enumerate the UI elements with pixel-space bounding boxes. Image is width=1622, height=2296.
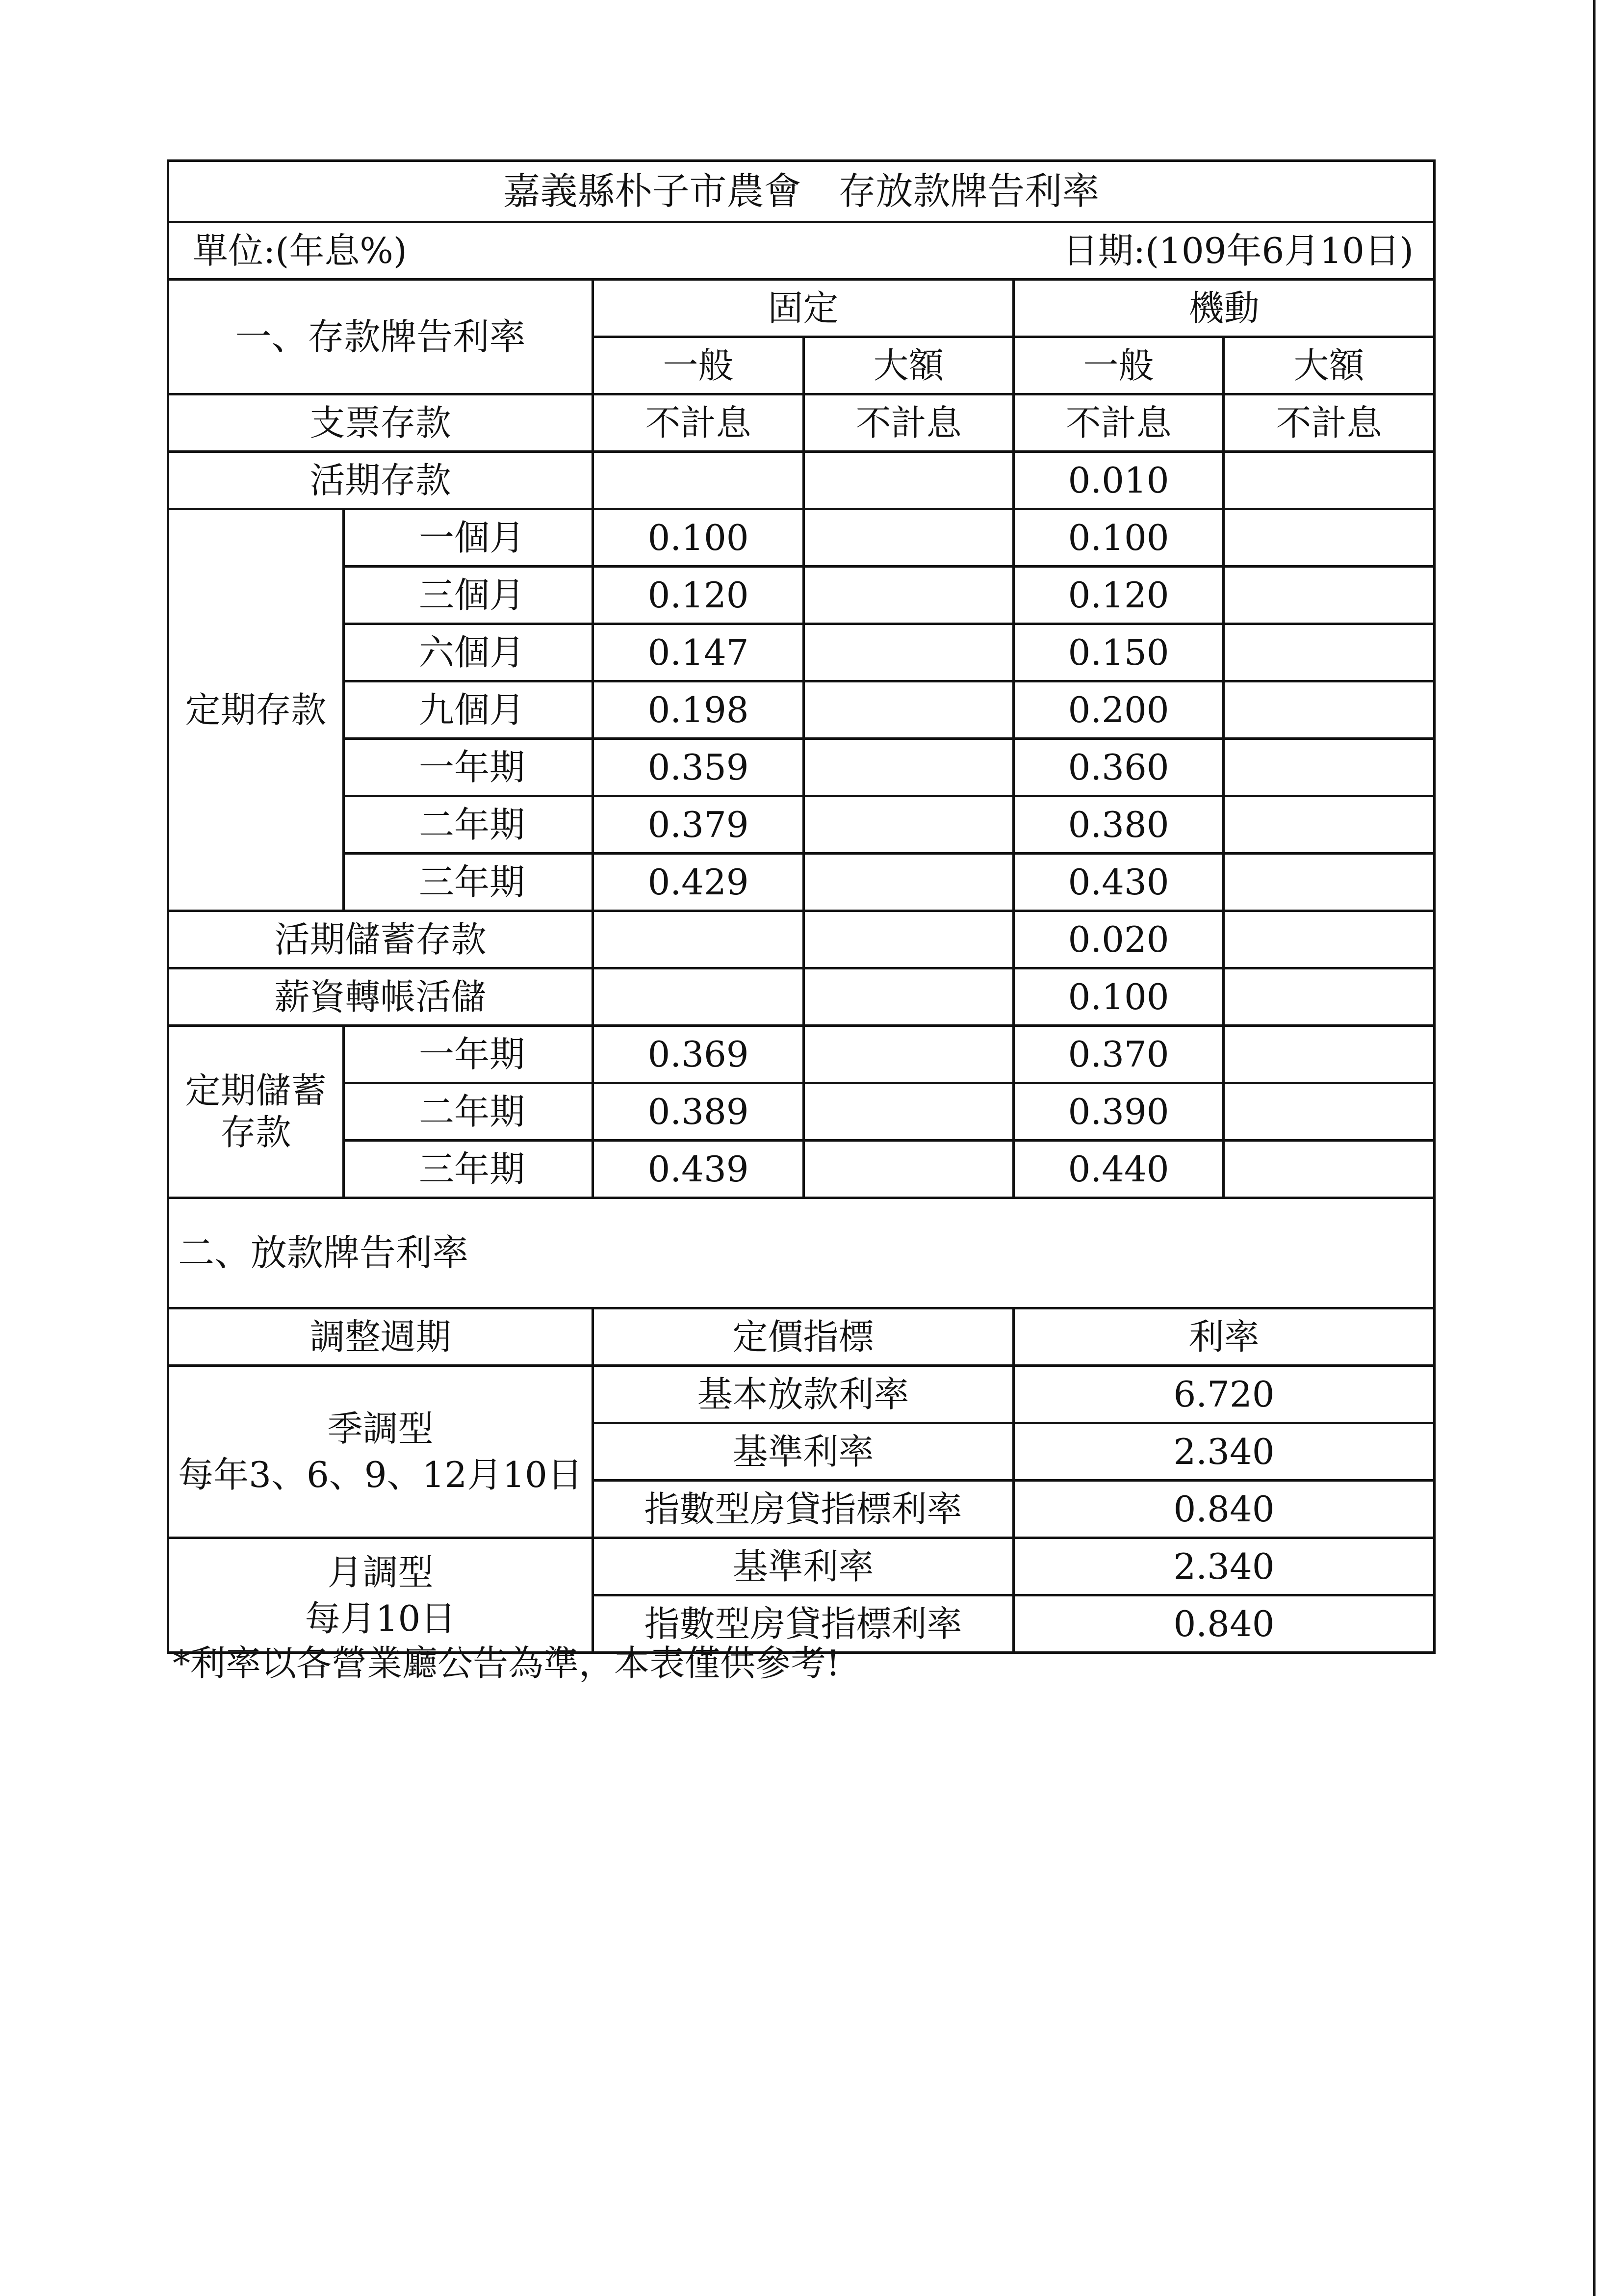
rate-cell [804,911,1014,968]
rate-cell [593,911,804,968]
time-deposit-group-label: 定期存款 [168,509,344,911]
rate-cell [804,796,1014,854]
rate-cell: 0.120 [593,567,804,624]
rate-cell: 0.389 [593,1083,804,1141]
rate-cell [593,968,804,1026]
table-row [168,1083,1435,1141]
rate-cell [1224,567,1435,624]
rate-cell: 0.100 [1014,968,1224,1026]
table-row [168,452,1435,509]
quarterly-type-label: 季調型 [327,1408,434,1449]
table-row [168,739,1435,796]
quarterly-period-cell [168,1366,593,1538]
rate-cell [1224,739,1435,796]
table-row [168,1141,1435,1198]
rate-cell [1224,968,1435,1026]
rate-cell: 0.840 [1014,1595,1435,1653]
adjust-period-header: 調整週期 [168,1308,593,1366]
rate-cell [804,452,1014,509]
table-row [168,1538,1435,1595]
table-row [168,911,1435,968]
rate-cell: 2.340 [1014,1423,1435,1481]
rate-cell: 0.429 [593,854,804,911]
date-label: 日期:(109年6月10日) [804,222,1435,280]
rate-cell: 0.370 [1014,1026,1224,1083]
floating-general-header: 一般 [1014,337,1224,394]
term-label: 九個月 [344,681,593,739]
document-title: 嘉義縣朴子市農會 存放款牌告利率 [168,161,1435,222]
rate-cell [1224,1083,1435,1141]
rate-cell: 0.198 [593,681,804,739]
rate-cell [1224,624,1435,681]
rate-cell [804,567,1014,624]
term-label: 三個月 [344,567,593,624]
rate-cell: 0.120 [1014,567,1224,624]
rate-cell [804,1026,1014,1083]
term-label: 一個月 [344,509,593,567]
demand-deposit-label: 活期存款 [168,452,593,509]
loan-section-row [168,1198,1435,1308]
index-label: 基本放款利率 [593,1366,1014,1423]
demand-savings-label: 活期儲蓄存款 [168,911,593,968]
rate-cell: 0.150 [1014,624,1224,681]
rate-cell [804,968,1014,1026]
rate-cell [804,1083,1014,1141]
term-label: 二年期 [344,1083,593,1141]
rate-cell: 0.147 [593,624,804,681]
checking-deposit-label: 支票存款 [168,394,593,452]
rate-cell: 不計息 [1224,394,1435,452]
index-label: 指數型房貸指標利率 [593,1595,1014,1653]
rate-cell: 不計息 [804,394,1014,452]
rate-cell: 0.380 [1014,796,1224,854]
monthly-type-label: 月調型 [327,1551,434,1593]
term-label: 三年期 [344,1141,593,1198]
rate-cell [1224,796,1435,854]
payroll-account-label: 薪資轉帳活儲 [168,968,593,1026]
rate-cell [593,452,804,509]
index-label: 基準利率 [593,1538,1014,1595]
disclaimer-footnote: *利率以各營業廳公告為準，本表僅供參考! [173,1643,840,1684]
table-row [168,796,1435,854]
rate-cell [1224,1026,1435,1083]
loan-section-title: 二、放款牌告利率 [168,1198,1435,1308]
floating-rate-header: 機動 [1014,280,1435,337]
table-row [168,1026,1435,1083]
unit-date-row [168,222,1435,280]
fixed-rate-header: 固定 [593,280,1014,337]
pricing-index-header: 定價指標 [593,1308,1014,1366]
table-row [168,681,1435,739]
rate-cell: 0.020 [1014,911,1224,968]
title-row [168,161,1435,222]
deposit-section-title: 一、存款牌告利率 [168,280,593,394]
rate-cell: 0.369 [593,1026,804,1083]
rate-cell: 2.340 [1014,1538,1435,1595]
rate-cell [804,739,1014,796]
term-label: 六個月 [344,624,593,681]
term-label: 三年期 [344,854,593,911]
interest-rate-table [167,159,1436,1654]
table-row [168,394,1435,452]
rate-cell: 0.840 [1014,1481,1435,1538]
deposit-header-row-1 [168,280,1435,337]
rate-cell [804,1141,1014,1198]
rate-cell [1224,509,1435,567]
rate-cell: 0.100 [593,509,804,567]
table-row [168,1366,1435,1423]
rate-cell [804,681,1014,739]
rate-cell: 不計息 [1014,394,1224,452]
index-label: 基準利率 [593,1423,1014,1481]
table-row [168,968,1435,1026]
rate-cell [804,624,1014,681]
rate-cell: 0.439 [593,1141,804,1198]
term-label: 一年期 [344,1026,593,1083]
rate-cell [804,854,1014,911]
term-label: 二年期 [344,796,593,854]
rate-cell [1224,681,1435,739]
rate-cell: 6.720 [1014,1366,1435,1423]
rate-cell [1224,1141,1435,1198]
rate-cell: 0.100 [1014,509,1224,567]
rate-cell: 0.390 [1014,1083,1224,1141]
unit-label: 單位:(年息%) [168,222,804,280]
rate-header: 利率 [1014,1308,1435,1366]
monthly-schedule-label: 每月10日 [305,1597,456,1639]
rate-cell: 0.359 [593,739,804,796]
term-label: 一年期 [344,739,593,796]
rate-cell: 0.360 [1014,739,1224,796]
rate-cell [1224,854,1435,911]
table-row [168,854,1435,911]
rate-cell [1224,911,1435,968]
page-edge-line [1593,0,1596,2296]
rate-cell [804,509,1014,567]
table-row [168,509,1435,567]
rate-cell: 0.440 [1014,1141,1224,1198]
time-savings-group-label: 定期儲蓄存款 [168,1026,344,1198]
rate-cell [1224,452,1435,509]
fixed-large-header: 大額 [804,337,1014,394]
rate-cell: 0.010 [1014,452,1224,509]
table-row [168,624,1435,681]
loan-header-row [168,1308,1435,1366]
table-row [168,567,1435,624]
floating-large-header: 大額 [1224,337,1435,394]
index-label: 指數型房貸指標利率 [593,1481,1014,1538]
rate-cell: 0.200 [1014,681,1224,739]
rate-cell: 不計息 [593,394,804,452]
quarterly-schedule-label: 每年3、6、9、12月10日 [178,1454,583,1495]
rate-cell: 0.430 [1014,854,1224,911]
fixed-general-header: 一般 [593,337,804,394]
rate-cell: 0.379 [593,796,804,854]
